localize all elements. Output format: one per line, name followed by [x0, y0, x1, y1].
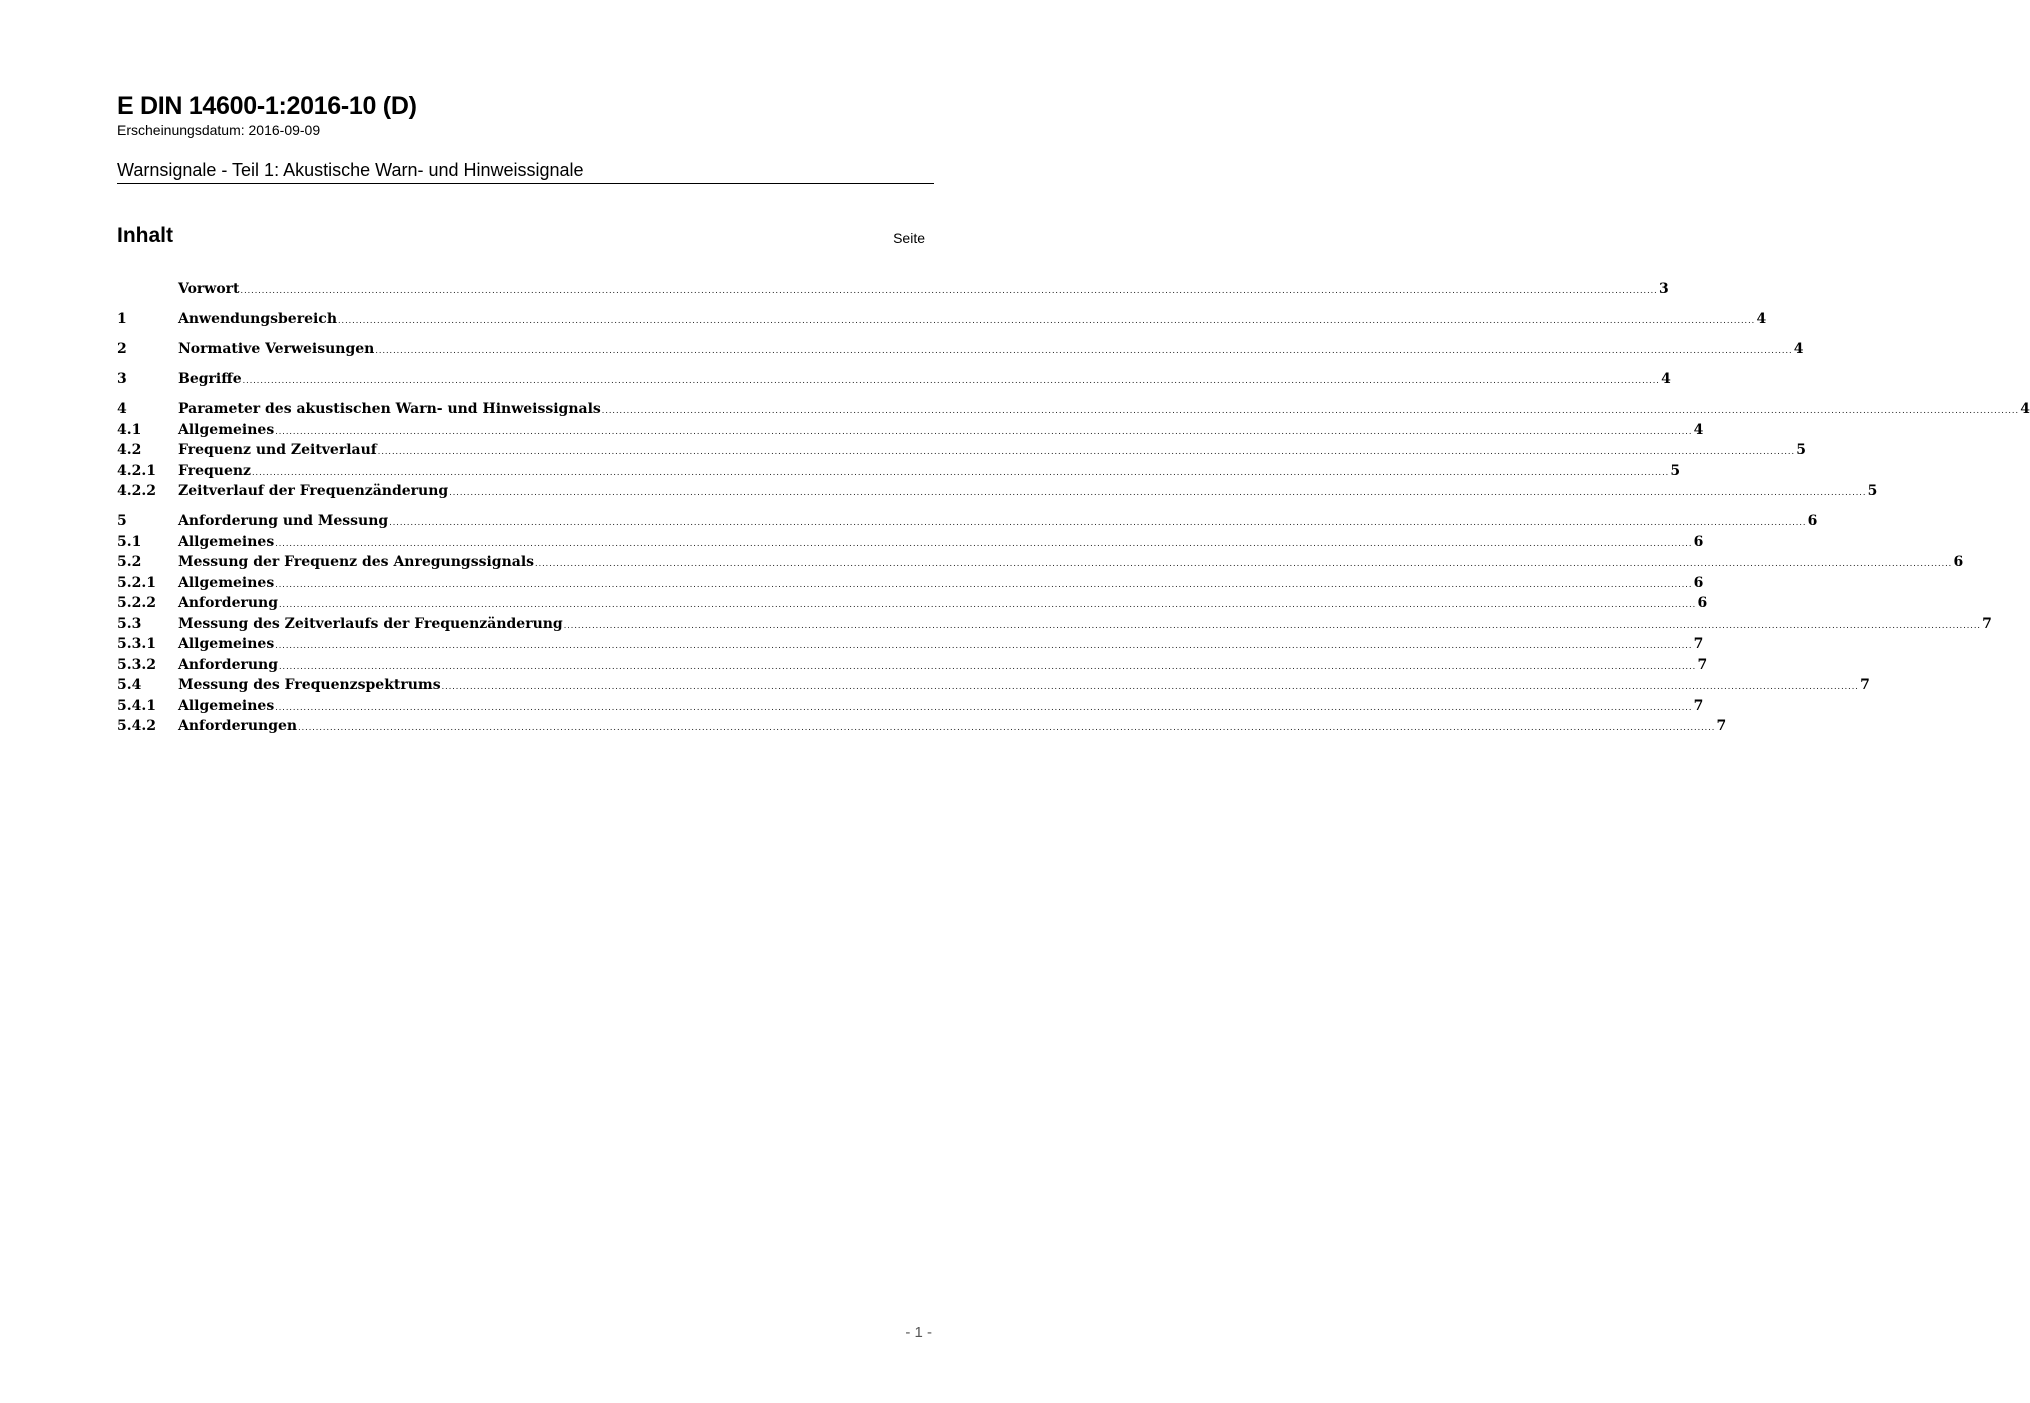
toc-entry-page: 7: [1697, 656, 1708, 673]
toc-entry-number: 5.3.1: [117, 636, 156, 652]
toc-dot-leader: ................................................................................................................................................................................................................................................................................................................................................................................................................: [449, 488, 1867, 497]
toc-dot-leader: ................................................................................................................................................................................................................................................................................................................................................................................................................: [441, 682, 1859, 691]
toc-entry-number: 3: [117, 371, 127, 387]
toc-entry-number: 5.2: [117, 554, 142, 570]
toc-entry[interactable]: [117, 614, 1992, 635]
toc-entry-title: Normative Verweisungen: [178, 341, 375, 357]
toc-dot-leader: ................................................................................................................................................................................................................................................................................................................................................................................................................: [275, 702, 1693, 712]
toc-entry-page: 5: [1867, 483, 1878, 499]
toc-heading: Inhalt: [117, 224, 173, 247]
toc-entry-title: Anforderung: [178, 595, 278, 611]
toc-entry-number: 4.2.1: [117, 462, 156, 479]
toc-entry-number: 5.3.2: [117, 656, 156, 673]
toc-entry-page: 6: [1693, 574, 1704, 591]
toc-entry-page: 4: [1693, 421, 1704, 438]
toc-dot-leader: ................................................................................................................................................................................................................................................................................................................................................................................................................: [251, 467, 1670, 477]
toc-entry[interactable]: [117, 481, 1878, 502]
toc-dot-leader: ................................................................................................................................................................................................................................................................................................................................................................................................................: [375, 346, 1793, 355]
toc-dot-leader: ................................................................................................................................................................................................................................................................................................................................................................................................................: [275, 579, 1693, 589]
toc-entry-page: 6: [1697, 595, 1708, 611]
toc-entry[interactable]: [117, 339, 1804, 360]
toc-entry[interactable]: [117, 675, 1870, 696]
toc-entry-page: 4: [1756, 311, 1767, 327]
toc-entry-page: 4: [2020, 401, 2030, 417]
document-subtitle: Warnsignale - Teil 1: Akustische Warn- und Hinweissignale: [117, 160, 584, 180]
toc-entry-page: 4: [1793, 341, 1804, 357]
header-divider: [117, 183, 934, 184]
toc-entry-number: 4.2: [117, 442, 142, 458]
toc-page-column-label: Seite: [893, 230, 925, 246]
toc-entry-number: 4: [117, 401, 127, 417]
toc-dot-leader: ................................................................................................................................................................................................................................................................................................................................................................................................................: [275, 641, 1693, 650]
toc-entry[interactable]: [117, 399, 2030, 420]
toc-entry[interactable]: [117, 696, 1704, 717]
toc-entry-page: 5: [1670, 462, 1681, 479]
toc-entry-page: 6: [1807, 513, 1818, 529]
toc-entry-title: Parameter des akustischen Warn- und Hinweissignals: [178, 401, 601, 417]
toc-entry-title: Messung der Frequenz des Anregungssignals: [178, 554, 535, 570]
toc-entry[interactable]: [117, 369, 1671, 390]
toc-entry[interactable]: [117, 552, 1964, 573]
document-title: E DIN 14600-1:2016-10 (D): [117, 92, 417, 120]
toc-entry-number: 5.3: [117, 615, 142, 632]
toc-entry-title: Messung des Zeitverlaufs der Frequenzänderung: [178, 615, 563, 632]
toc-entry-title: Anforderung: [178, 656, 278, 673]
toc-entry-number: 5: [117, 513, 127, 529]
toc-entry[interactable]: [117, 511, 1818, 532]
toc-entry-number: 1: [117, 311, 127, 327]
toc-entry-number: 5.1: [117, 533, 142, 550]
toc-entry-title: Allgemeines: [178, 697, 275, 714]
toc-entry-title: Allgemeines: [178, 533, 275, 550]
toc-entry-title: Zeitverlauf der Frequenzänderung: [178, 483, 449, 499]
toc-entry[interactable]: [117, 461, 1681, 482]
toc-entry-title: Allgemeines: [178, 636, 275, 652]
toc-entry-title: Allgemeines: [178, 574, 275, 591]
toc-entry-title: Frequenz: [178, 462, 251, 479]
toc-entry[interactable]: [117, 655, 1708, 676]
toc-entry[interactable]: [117, 279, 1669, 300]
toc-entry-page: 6: [1953, 554, 1964, 570]
toc-entry-page: 7: [1982, 615, 1992, 632]
toc-dot-leader: ................................................................................................................................................................................................................................................................................................................................................................................................................: [298, 723, 1716, 732]
toc-entry-number: 5.4.2: [117, 718, 156, 734]
toc-dot-leader: ................................................................................................................................................................................................................................................................................................................................................................................................................: [389, 518, 1807, 527]
toc-entry[interactable]: [117, 573, 1704, 594]
toc-entry-number: 5.2.1: [117, 574, 156, 591]
toc-dot-leader: ................................................................................................................................................................................................................................................................................................................................................................................................................: [275, 538, 1693, 548]
toc-dot-leader: ................................................................................................................................................................................................................................................................................................................................................................................................................: [535, 559, 1953, 568]
toc-dot-leader: ................................................................................................................................................................................................................................................................................................................................................................................................................: [279, 661, 1697, 671]
toc-dot-leader: ................................................................................................................................................................................................................................................................................................................................................................................................................: [563, 620, 1981, 630]
toc-entry-page: 7: [1693, 697, 1704, 714]
publication-date: Erscheinungsdatum: 2016-09-09: [117, 122, 321, 138]
toc-entry-number: 4.1: [117, 421, 142, 438]
toc-entry[interactable]: [117, 716, 1727, 737]
toc-entry-page: 7: [1693, 636, 1704, 652]
page-number: - 1 -: [905, 1324, 932, 1341]
toc-entry-page: 7: [1860, 677, 1870, 693]
toc-entry[interactable]: [117, 440, 1806, 461]
toc-entry-number: 2: [117, 341, 127, 357]
toc-entry-number: 5.2.2: [117, 595, 156, 611]
toc-dot-leader: ................................................................................................................................................................................................................................................................................................................................................................................................................: [240, 286, 1658, 295]
toc-entry-number: 4.2.2: [117, 483, 156, 499]
toc-dot-leader: ................................................................................................................................................................................................................................................................................................................................................................................................................: [377, 447, 1795, 456]
toc-dot-leader: ................................................................................................................................................................................................................................................................................................................................................................................................................: [275, 426, 1693, 436]
toc-entry-page: 4: [1661, 371, 1671, 387]
toc-entry-title: Anforderung und Messung: [178, 513, 389, 529]
toc-entry[interactable]: [117, 309, 1767, 330]
toc-entry[interactable]: [117, 593, 1708, 614]
toc-entry[interactable]: [117, 420, 1704, 441]
toc-dot-leader: ................................................................................................................................................................................................................................................................................................................................................................................................................: [601, 406, 2019, 415]
toc-entry-title: Allgemeines: [178, 421, 275, 438]
toc-dot-leader: ................................................................................................................................................................................................................................................................................................................................................................................................................: [338, 316, 1756, 325]
toc-entry-page: 6: [1693, 533, 1704, 550]
toc-dot-leader: ................................................................................................................................................................................................................................................................................................................................................................................................................: [242, 376, 1660, 385]
toc-entry[interactable]: [117, 532, 1704, 553]
toc-entry-title: Frequenz und Zeitverlauf: [178, 442, 377, 458]
toc-entry-title: Messung des Frequenzspektrums: [178, 677, 441, 693]
toc-entry-page: 7: [1716, 718, 1727, 734]
toc-entry-page: 5: [1796, 442, 1806, 458]
toc-entry-title: Vorwort: [178, 281, 240, 297]
toc-entry-number: 5.4.1: [117, 697, 156, 714]
toc-entry[interactable]: [117, 634, 1704, 655]
toc-entry-title: Anforderungen: [178, 718, 298, 734]
toc-entry-page: 3: [1658, 281, 1669, 297]
toc-entry-title: Anwendungsbereich: [178, 311, 337, 327]
table-of-contents: [117, 279, 2030, 737]
toc-entry-number: 5.4: [117, 677, 142, 693]
toc-dot-leader: ................................................................................................................................................................................................................................................................................................................................................................................................................: [279, 600, 1697, 609]
toc-entry-title: Begriffe: [178, 371, 242, 387]
